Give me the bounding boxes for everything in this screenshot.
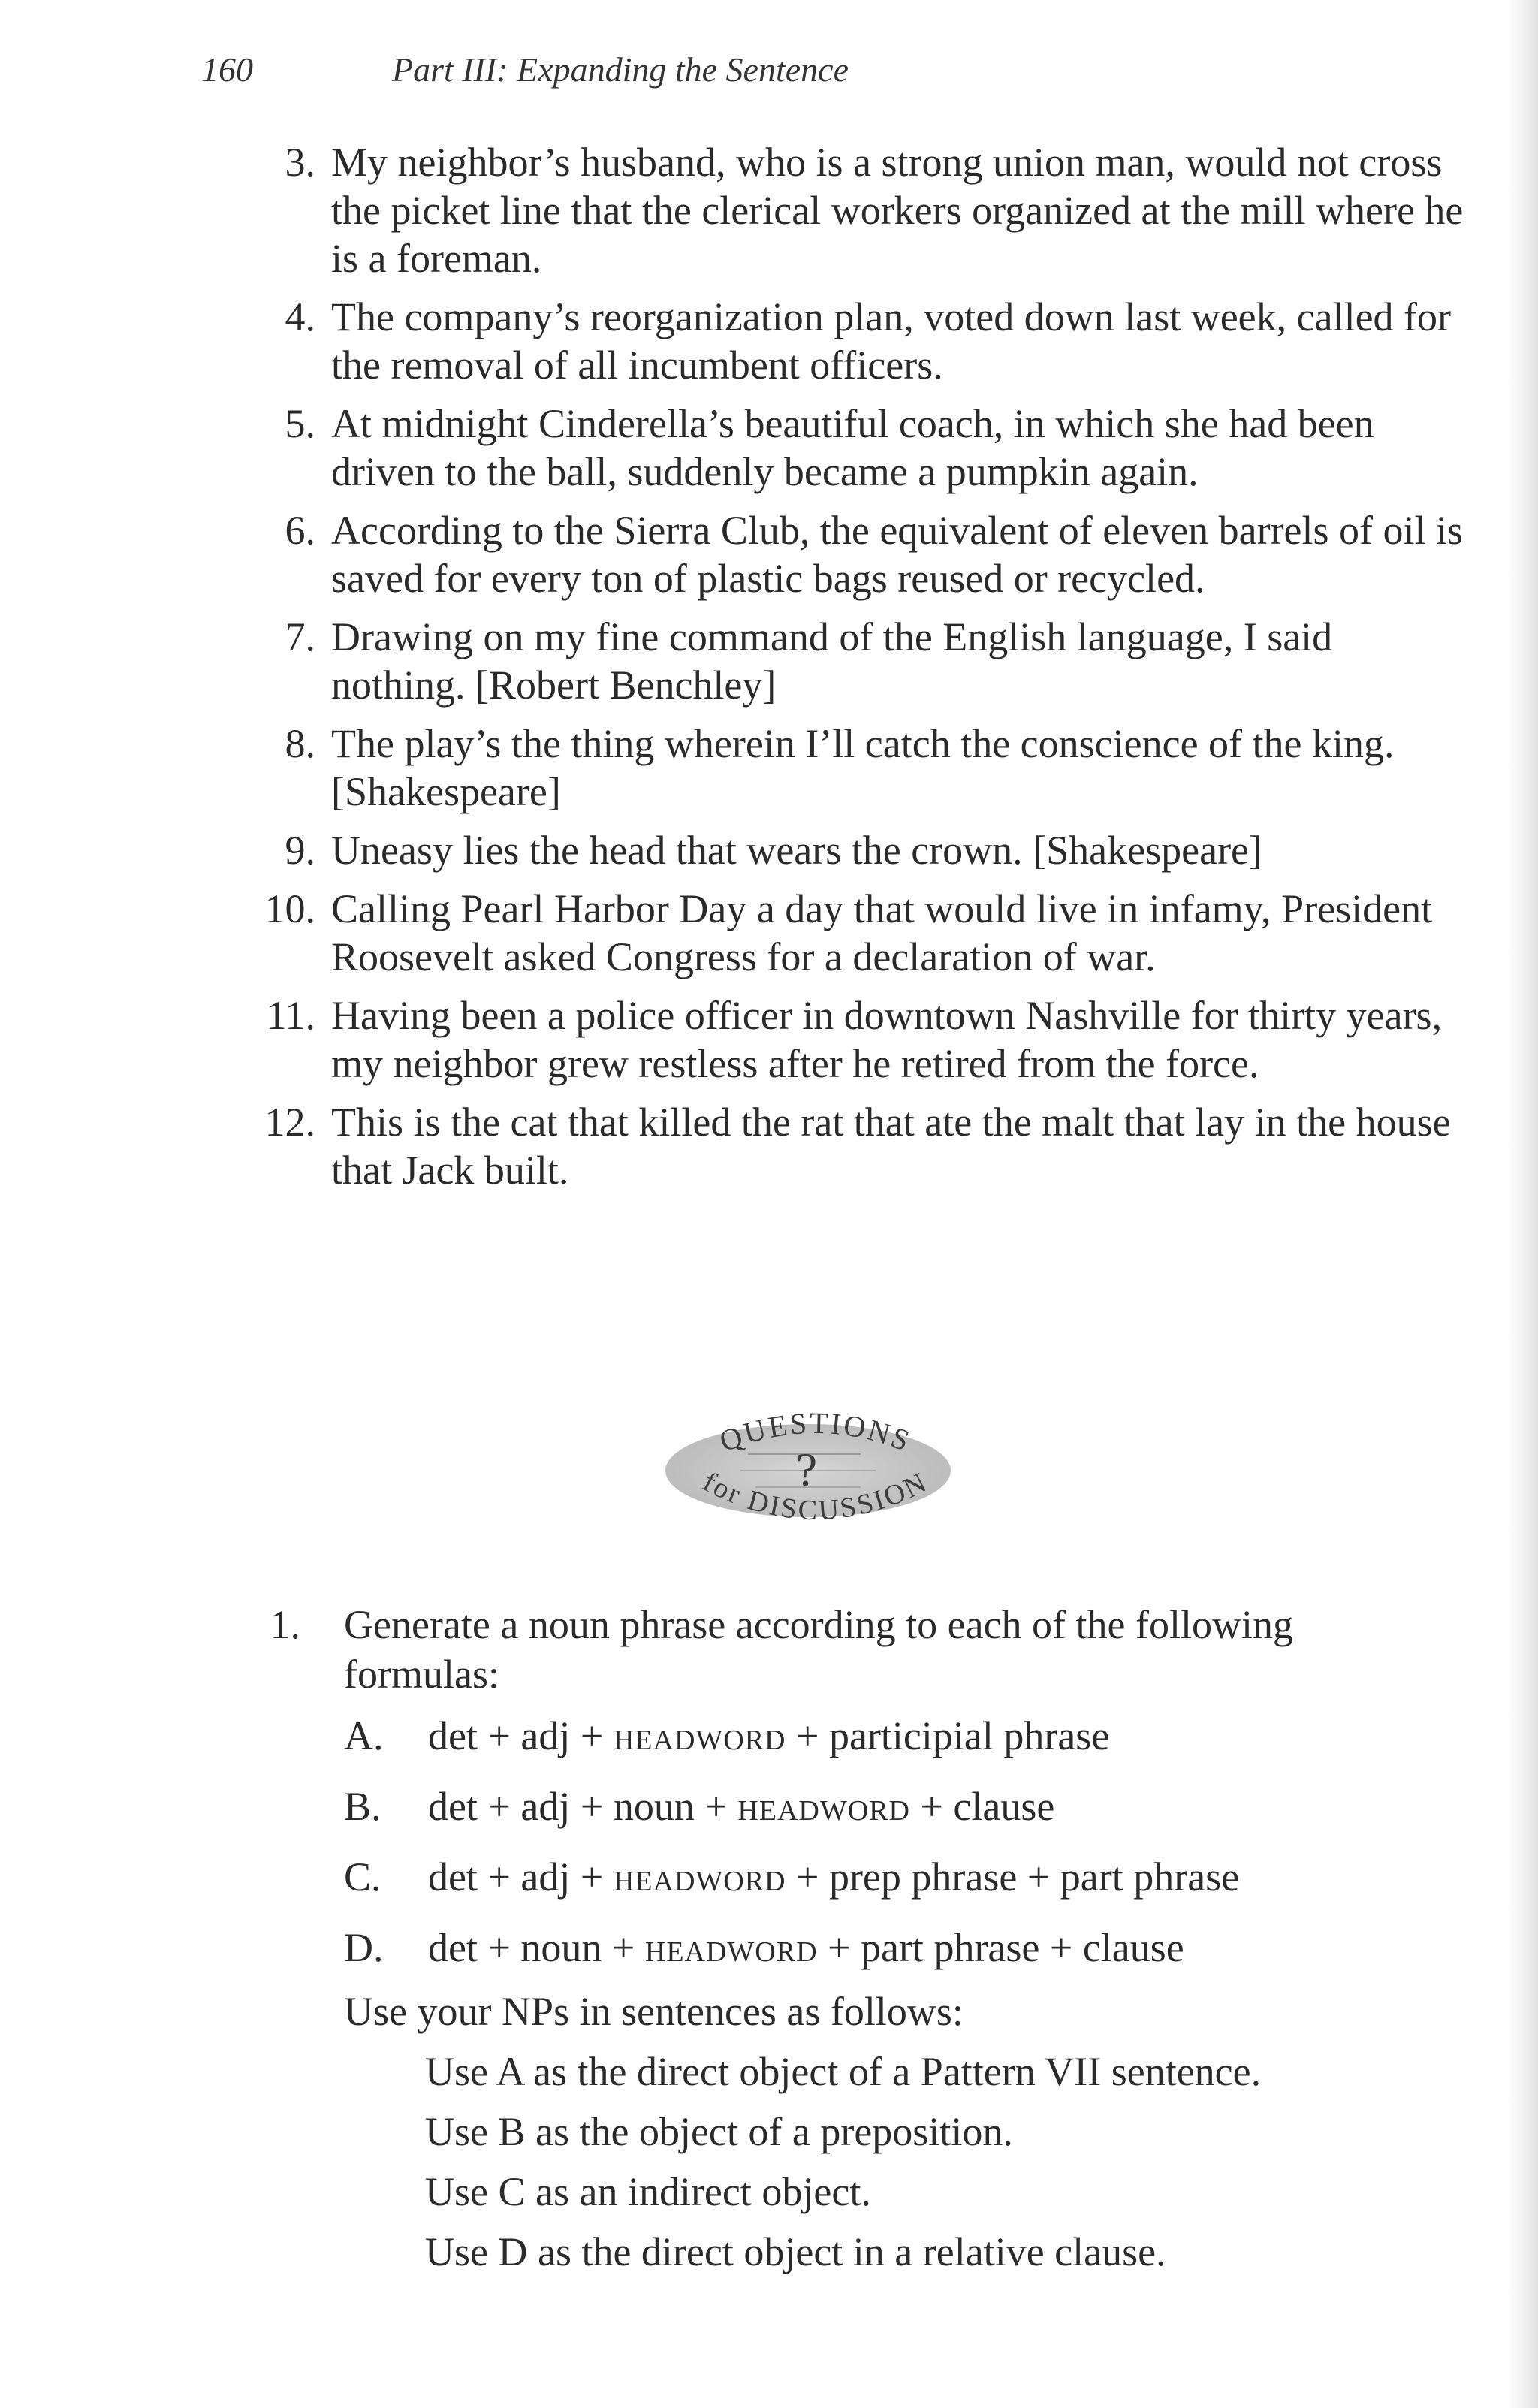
exercise-item: [0, 885, 1538, 981]
exercise-number: 6.: [285, 508, 315, 553]
question-prompt: Generate a noun phrase according to each of the following formulas:: [344, 1602, 1293, 1697]
formula-letter: B.: [344, 1784, 381, 1829]
badge-question-mark-icon: ?: [795, 1443, 818, 1496]
exercise-number: 3.: [285, 140, 315, 185]
exercise-text: Drawing on my fine command of the English language, I said nothing. [Robert Benchley]: [331, 614, 1333, 708]
questions-for-discussion-badge: [658, 1358, 973, 1561]
formula-item: [0, 1702, 1538, 1770]
headword-label: headword: [613, 1713, 786, 1758]
formula-item: [0, 1843, 1538, 1911]
formula-item: [0, 1914, 1538, 1981]
exercise-number: 5.: [285, 401, 315, 446]
exercise-number: 8.: [285, 721, 315, 766]
formula-text: det + adj + noun + headword + clause: [428, 1784, 1055, 1829]
exercise-number: 4.: [285, 294, 315, 339]
exercise-list: [0, 138, 1538, 1205]
exercise-number: 10.: [264, 886, 315, 931]
exercise-item: [0, 400, 1538, 496]
exercise-item: [0, 991, 1538, 1088]
exercise-item: [0, 720, 1538, 816]
running-title: Part III: Expanding the Sentence: [392, 50, 849, 89]
usage-line: Use A as the direct object of a Pattern VII sentence.: [425, 2049, 1262, 2094]
formula-letter: C.: [344, 1854, 381, 1900]
exercise-item: [0, 613, 1538, 709]
headword-label: headword: [613, 1854, 786, 1900]
exercise-item: [0, 506, 1538, 602]
exercise-item: [0, 1098, 1538, 1194]
exercise-number: 9.: [285, 828, 315, 873]
usage-intro: Use your NPs in sentences as follows:: [344, 1989, 964, 2034]
exercise-text: According to the Sierra Club, the equivalent of eleven barrels of oil is saved for every ton of plastic bags reused or recycled.: [331, 508, 1464, 601]
formula-text: det + noun + headword + part phrase + clause: [428, 1925, 1184, 1970]
badge-top-text: QUESTIONS: [715, 1405, 916, 1459]
exercise-number: 7.: [285, 614, 315, 659]
exercise-text: This is the cat that killed the rat that ate the malt that lay in the house that Jack built.: [331, 1100, 1451, 1193]
formula-item: [0, 1773, 1538, 1840]
discussion-question: [0, 1600, 1538, 2282]
formula-letter: D.: [344, 1925, 384, 1970]
exercise-text: At midnight Cinderella’s beautiful coach, in which she had been driven to the ball, suddenly became a pumpkin again.: [331, 401, 1374, 494]
usage-line: Use B as the object of a preposition.: [425, 2109, 1013, 2154]
exercise-item: [0, 826, 1538, 874]
usage-line: Use D as the direct object in a relative clause.: [425, 2229, 1166, 2274]
exercise-text: The company’s reorganization plan, voted down last week, called for the removal of all incumbent officers.: [331, 294, 1452, 388]
exercise-text: My neighbor’s husband, who is a strong union man, would not cross the picket line that the clerical workers organized at the mill where he is a foreman.: [331, 140, 1464, 281]
exercise-number: 11.: [266, 993, 315, 1038]
headword-label: headword: [737, 1784, 910, 1829]
exercise-text: Uneasy lies the head that wears the crown. [Shakespeare]: [331, 828, 1262, 873]
usage-line: Use C as an indirect object.: [425, 2169, 871, 2214]
exercise-text: The play’s the thing wherein I’ll catch the conscience of the king. [Shakespeare]: [331, 721, 1395, 814]
formula-text: det + adj + headword + participial phrase: [428, 1713, 1110, 1758]
page-number: 160: [201, 50, 253, 89]
running-head: [201, 50, 849, 89]
exercise-text: Calling Pearl Harbor Day a day that would live in infamy, President Roosevelt asked Congress for a declaration of war.: [331, 886, 1433, 979]
formula-letter: A.: [344, 1713, 384, 1758]
badge-bottom-text: for DISCUSSION: [698, 1465, 933, 1527]
exercise-number: 12.: [264, 1100, 315, 1145]
question-number: 1.: [270, 1602, 300, 1647]
formula-text: det + adj + headword + prep phrase + part phrase: [428, 1854, 1240, 1900]
exercise-text: Having been a police officer in downtown Nashville for thirty years, my neighbor grew restless after he retired from the force.: [331, 993, 1443, 1086]
headword-label: headword: [644, 1925, 818, 1970]
exercise-item: [0, 138, 1538, 282]
exercise-item: [0, 293, 1538, 389]
